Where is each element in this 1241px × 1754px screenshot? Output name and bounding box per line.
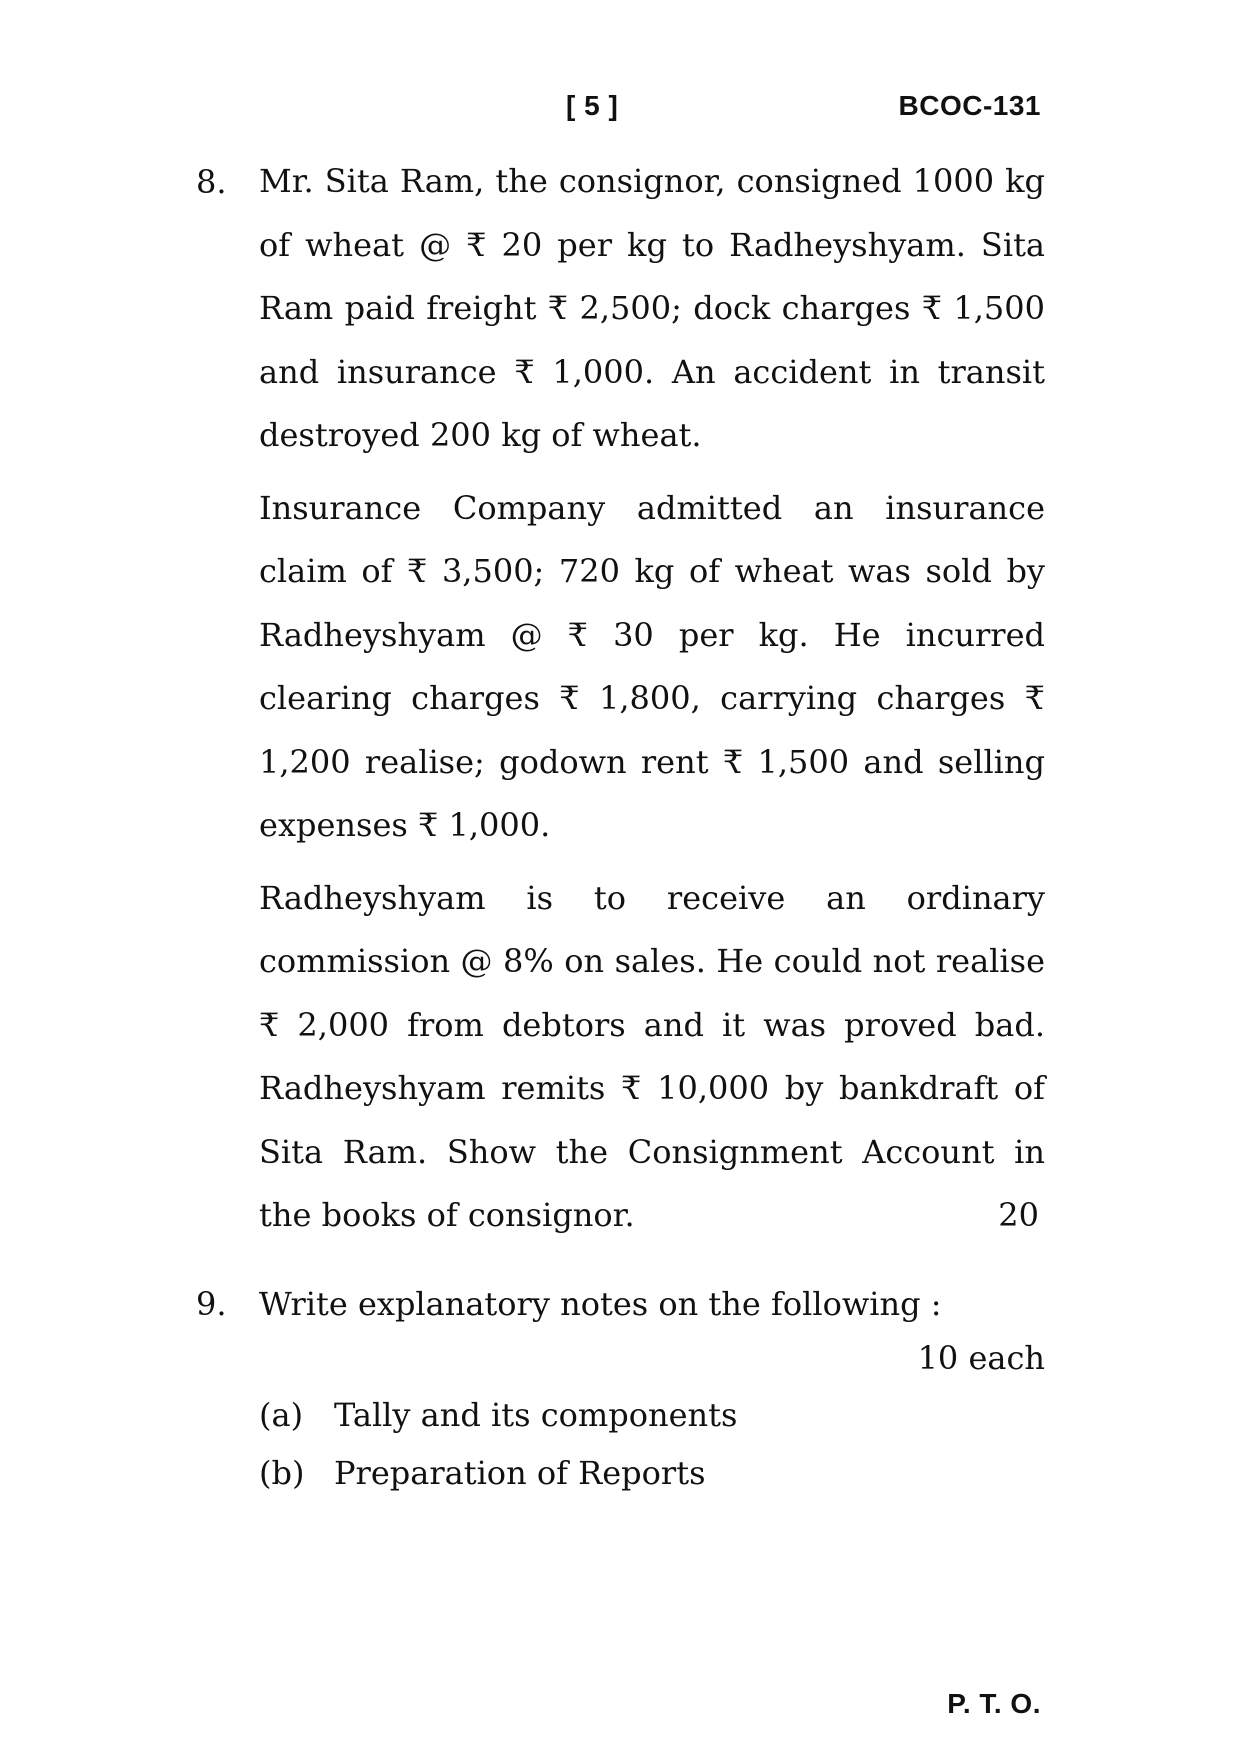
sub-question-list bbox=[259, 1386, 1045, 1502]
sub-question-b bbox=[259, 1444, 1045, 1502]
question-paragraph-text: Radheyshyam is to receive an ordinary commission @ 8% on sales. He could not realise ₹ 2,000 from debtors and it was proved bad. Radheyshyam remits ₹ 10,000 by bankdraft of Sita Ram. Show the Consignment Account in the books of consignor. bbox=[259, 878, 1045, 1234]
question-prompt: Write explanatory notes on the following : bbox=[259, 1285, 942, 1323]
question-9 bbox=[196, 1276, 1045, 1502]
page-number: [ 5 ] bbox=[566, 90, 619, 121]
question-8 bbox=[196, 150, 1045, 1248]
pto-label: P. T. O. bbox=[947, 1688, 1041, 1719]
course-code: BCOC-131 bbox=[898, 90, 1041, 121]
question-paragraph: Mr. Sita Ram, the consignor, consigned 1000 kg of wheat @ ₹ 20 per kg to Radheyshyam. Sita Ram paid freight ₹ 2,500; dock charges ₹ 1,500 and insurance ₹ 1,000. An accident in transit destroyed 200 kg of wheat. bbox=[259, 162, 1045, 454]
sub-question-label: (b) bbox=[259, 1454, 305, 1492]
sub-question-label: (a) bbox=[259, 1396, 304, 1434]
sub-question-text: Preparation of Reports bbox=[334, 1454, 706, 1492]
question-paragraph: Insurance Company admitted an insurance claim of ₹ 3,500; 720 kg of wheat was sold by Radheyshyam @ ₹ 30 per kg. He incurred clearing charges ₹ 1,800, carrying charges ₹ 1,200 realise; godown rent ₹ 1,500 and selling expenses ₹ 1,000. bbox=[259, 488, 1045, 844]
question-marks: 20 bbox=[998, 1196, 1039, 1234]
question-paragraph bbox=[259, 867, 1045, 1248]
sub-question-text: Tally and its components bbox=[334, 1396, 738, 1434]
question-body bbox=[259, 150, 1045, 1248]
question-number: 9. bbox=[196, 1285, 227, 1323]
question-number: 8. bbox=[196, 163, 227, 201]
question-body bbox=[259, 1276, 1045, 1502]
question-marks: 10 each bbox=[917, 1339, 1045, 1377]
sub-question-a bbox=[259, 1386, 1045, 1444]
